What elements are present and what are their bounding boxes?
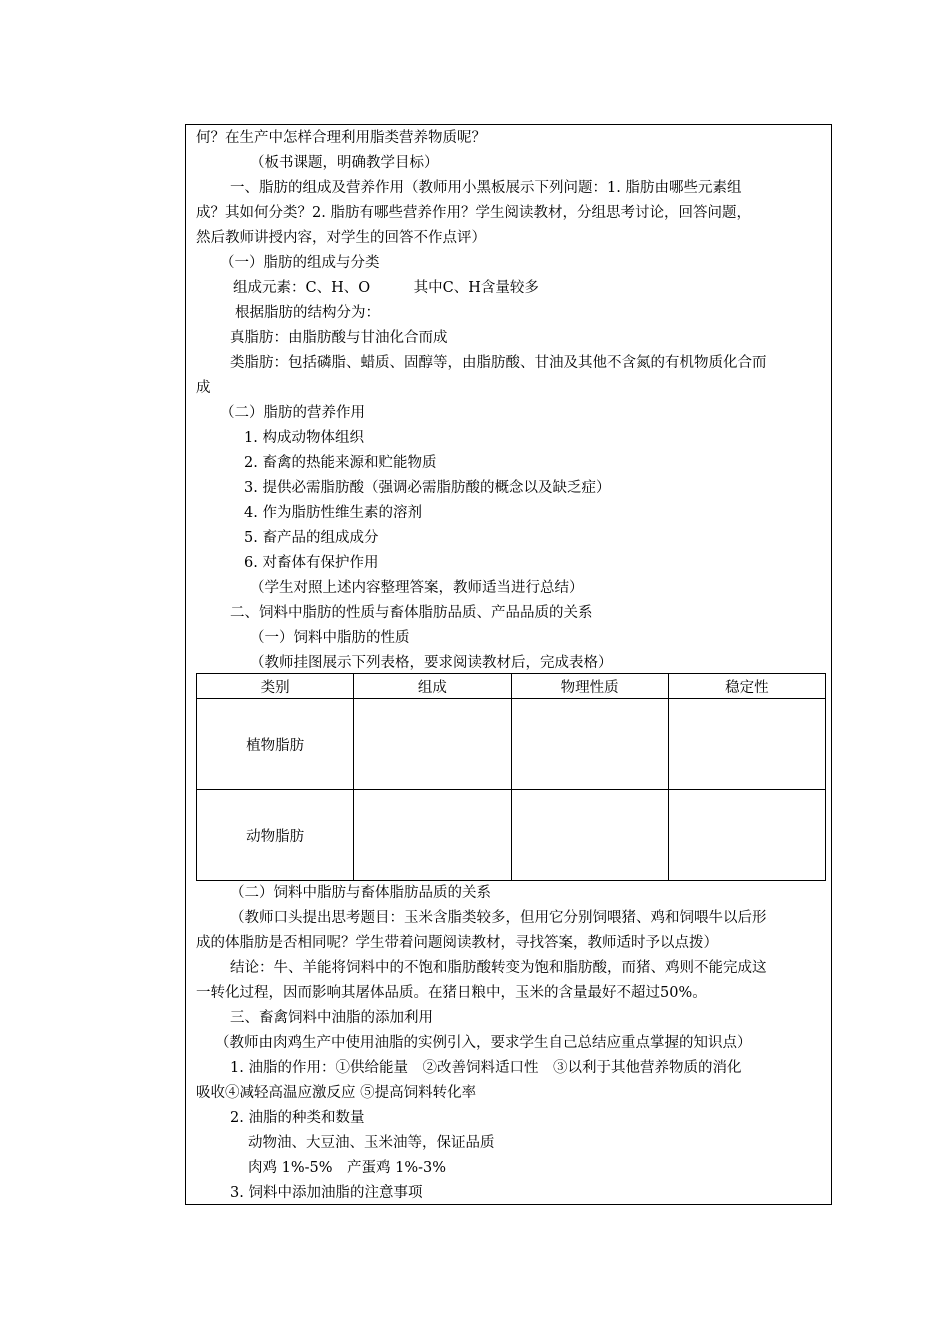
text-line: （二）饲料中脂肪与畜体脂肪品质的关系 bbox=[230, 885, 491, 901]
text-line: 一转化过程，因而影响其屠体品质。在猪日粮中，玉米的含量最好不超过50%。 bbox=[196, 985, 707, 1001]
table-header-row bbox=[197, 674, 826, 699]
text-line: （教师由肉鸡生产中使用油脂的实例引入，要求学生自己总结应重点掌握的知识点） bbox=[215, 1035, 752, 1051]
text-line: （板书课题，明确教学目标） bbox=[250, 155, 439, 171]
text-line: 一、脂肪的组成及营养作用（教师用小黑板展示下列问题：1. 脂肪由哪些元素组 bbox=[230, 180, 742, 196]
table-row bbox=[197, 790, 826, 881]
text-line: 二、饲料中脂肪的性质与畜体脂肪品质、产品品质的关系 bbox=[230, 605, 593, 621]
table-cell bbox=[511, 790, 668, 881]
text-line: 6. 对畜体有保护作用 bbox=[244, 555, 379, 571]
text-line: 4. 作为脂肪性维生素的溶剂 bbox=[244, 505, 422, 521]
table-cell: 植物脂肪 bbox=[197, 699, 354, 790]
text-line: 肉鸡 1%-5% 产蛋鸡 1%-3% bbox=[248, 1160, 447, 1176]
table-row bbox=[197, 699, 826, 790]
text-line: 2. 油脂的种类和数量 bbox=[230, 1110, 365, 1126]
text-line: 5. 畜产品的组成成分 bbox=[244, 530, 379, 546]
text-line: （教师挂图展示下列表格，要求阅读教材后，完成表格） bbox=[250, 655, 613, 671]
table-header-cell: 稳定性 bbox=[668, 674, 825, 699]
text-line: 3. 饲料中添加油脂的注意事项 bbox=[230, 1185, 423, 1201]
content-frame bbox=[185, 124, 832, 1205]
text-line: 三、畜禽饲料中油脂的添加利用 bbox=[230, 1010, 433, 1026]
table-cell bbox=[511, 699, 668, 790]
table-cell bbox=[354, 790, 511, 881]
table-header-cell: 类别 bbox=[197, 674, 354, 699]
table-cell bbox=[668, 790, 825, 881]
text-line: （一）饲料中脂肪的性质 bbox=[250, 630, 410, 646]
text-line: 1. 构成动物体组织 bbox=[244, 430, 364, 446]
text-line: 1. 油脂的作用：①供给能量 ②改善饲料适口性 ③以利于其他营养物质的消化 bbox=[230, 1060, 742, 1076]
text-line: 根据脂肪的结构分为： bbox=[235, 305, 380, 321]
text-line: 成 bbox=[196, 380, 211, 396]
text-line: 然后教师讲授内容，对学生的回答不作点评） bbox=[196, 230, 486, 246]
table-cell bbox=[354, 699, 511, 790]
text-line: 成？其如何分类？2. 脂肪有哪些营养作用？学生阅读教材，分组思考讨论，回答问题， bbox=[196, 205, 751, 221]
text-line: 类脂肪：包括磷脂、蜡质、固醇等，由脂肪酸、甘油及其他不含氮的有机物质化合而 bbox=[230, 355, 767, 371]
text-line: （二）脂肪的营养作用 bbox=[220, 405, 365, 421]
table-header-cell: 物理性质 bbox=[511, 674, 668, 699]
text-line: 组成元素：C、H、O 其中C、H含量较多 bbox=[233, 280, 539, 296]
text-line: 2. 畜禽的热能来源和贮能物质 bbox=[244, 455, 437, 471]
table-cell: 动物脂肪 bbox=[197, 790, 354, 881]
text-line: 动物油、大豆油、玉米油等，保证品质 bbox=[248, 1135, 495, 1151]
text-line: （一）脂肪的组成与分类 bbox=[220, 255, 380, 271]
text-line: （学生对照上述内容整理答案，教师适当进行总结） bbox=[250, 580, 584, 596]
fat-properties-table bbox=[196, 673, 826, 881]
text-line: 成的体脂肪是否相同呢？学生带着问题阅读教材，寻找答案，教师适时予以点拨） bbox=[196, 935, 718, 951]
text-line: 真脂肪：由脂肪酸与甘油化合而成 bbox=[230, 330, 448, 346]
text-line: 吸收④减轻高温应激反应 ⑤提高饲料转化率 bbox=[196, 1085, 477, 1101]
text-line: 3. 提供必需脂肪酸（强调必需脂肪酸的概念以及缺乏症） bbox=[244, 480, 611, 496]
text-line: 结论：牛、羊能将饲料中的不饱和脂肪酸转变为饱和脂肪酸，而猪、鸡则不能完成这 bbox=[230, 960, 767, 976]
table-header-cell: 组成 bbox=[354, 674, 511, 699]
table-cell bbox=[668, 699, 825, 790]
text-line: 何？在生产中怎样合理利用脂类营养物质呢？ bbox=[196, 130, 486, 146]
text-line: （教师口头提出思考题目：玉米含脂类较多，但用它分别饲喂猪、鸡和饲喂牛以后形 bbox=[230, 910, 767, 926]
